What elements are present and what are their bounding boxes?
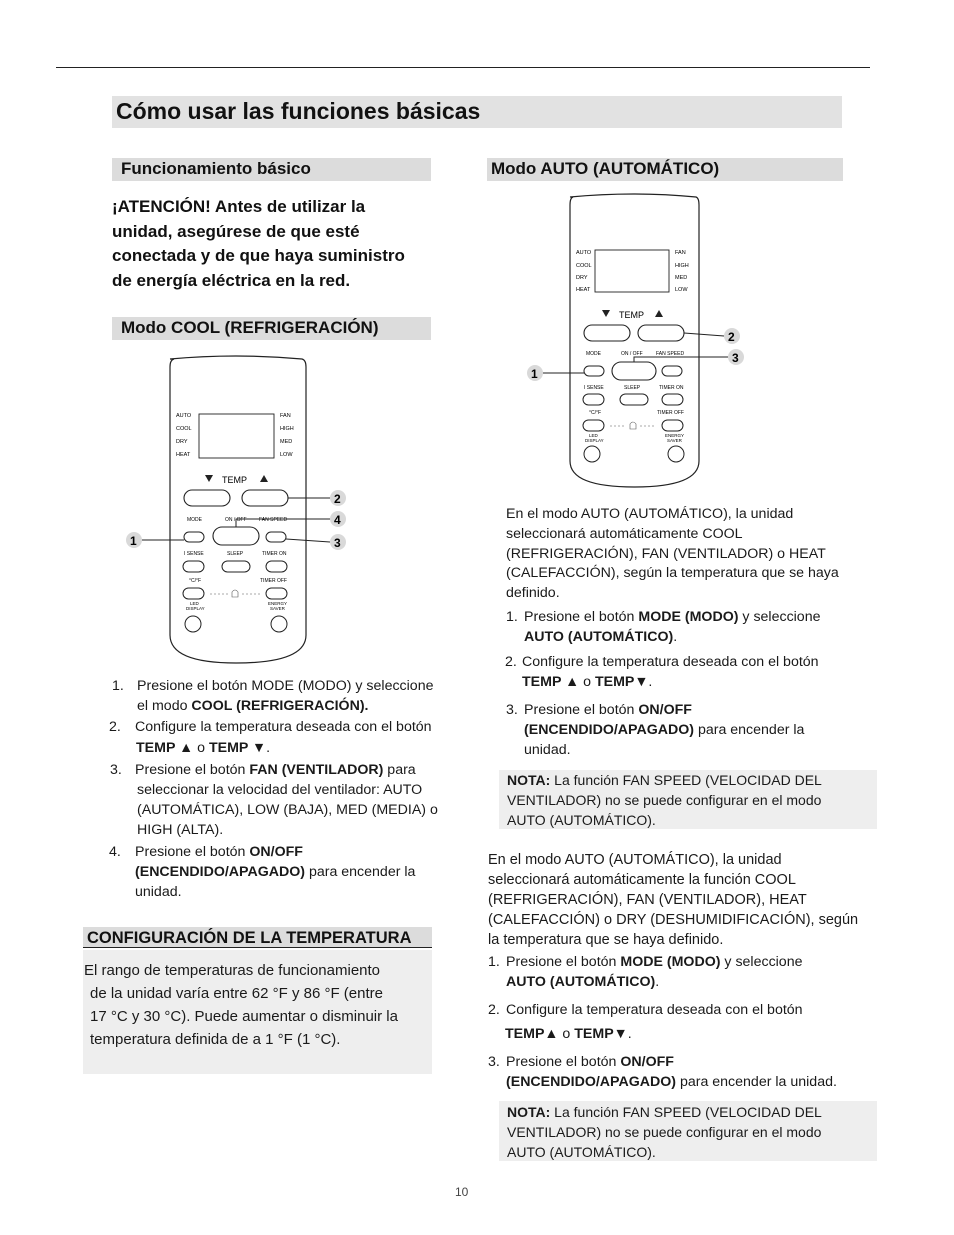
auto-heading: Modo AUTO (AUTOMÁTICO) [491,159,720,178]
led-display-button [185,616,201,632]
led-display-button [584,446,600,462]
sleep-button [620,394,648,405]
remote-mode-label: COOL [576,263,592,269]
timeron-button [266,561,287,572]
onoff-button [213,527,259,545]
remote-fanspeed-btn-label: FAN SPEED [656,351,685,357]
down-triangle-icon: ▼ [252,740,267,756]
note-line: AUTO (AUTOMÁTICO). [507,1144,656,1160]
auto-step-2: 2. Configure la temperatura deseada con el botón TEMP ▲ o TEMP▼. [505,654,819,690]
auto-step-4: 1. Presione el botón MODE (MODO) y seleccione AUTO (AUTOMÁTICO). [488,954,803,990]
temp-down-button [584,325,630,341]
auto-step-1: 1. Presione el botón MODE (MODO) y seleccione AUTO (AUTOMÁTICO). [506,609,821,645]
callout-label: 3 [334,536,341,550]
energy-saver-button [271,616,287,632]
remote-cf-label: °C/°F [589,410,602,416]
remote-speed-label: LOW [280,452,293,458]
para-line: definido. [506,585,560,602]
temp-up-button [638,325,684,341]
callout-label: 4 [334,513,341,527]
remote-speed-label: MED [280,439,293,445]
callout-label: 2 [334,492,341,506]
cf-button [583,420,604,431]
cool-heading: Modo COOL (REFRIGERACIÓN) [121,318,379,337]
remote-mode-btn-label: MODE [586,351,601,357]
remote-mode-label: DRY [176,439,188,445]
callout-label: 3 [732,351,739,365]
isense-button [183,561,204,572]
para-line: (CALEFACCIÓN), según la temperatura que se haya [506,565,839,582]
temp-info-line: El rango de temperaturas de funcionamiento [84,962,381,979]
para-line: (REFRIGERACIÓN), FAN (VENTILADOR) o HEAT [506,545,826,562]
remote-isense-label: I SENSE [584,385,604,391]
note-line: VENTILADOR) no se puede configurar en el modo [507,1124,822,1140]
temp-info-line: 17 °C y 30 °C). Puede aumentar o disminuir la [90,1008,398,1025]
onoff-button [612,362,656,380]
remote-speed-label: FAN [280,413,291,419]
remote-mode-label: HEAT [176,452,191,458]
attention-line: unidad, asegúrese de que esté [112,221,360,241]
remote-led-label: LED [589,433,598,438]
fanspeed-button [662,366,682,376]
para-line: seleccionará automáticamente COOL [506,525,743,542]
remote-mode-label: HEAT [576,287,591,293]
remote-mode-label: AUTO [176,413,192,419]
temp-heading: CONFIGURACIÓN DE LA TEMPERATURA [87,929,412,947]
isense-button [583,394,604,405]
remote-mode-btn-label: MODE [187,517,202,523]
auto-intro-1 [506,505,866,604]
temp-up-button [242,490,288,506]
cf-button [183,588,204,599]
auto-step-6: 3. Presione el botón ON/OFF (ENCENDIDO/APAGADO) para encender la unidad. [488,1054,837,1090]
timeron-button [662,394,683,405]
para-line: En el modo AUTO (AUTOMÁTICO), la unidad [506,506,794,522]
note-line: AUTO (AUTOMÁTICO). [507,812,656,828]
down-triangle-icon: ▼ [634,674,649,690]
remote-energy-label: ENERGY [268,601,288,606]
up-triangle-icon: ▲ [565,674,580,690]
cool-step-1: 1. Presione el botón MODE (MODO) y seleccione el modo COOL (REFRIGERACIÓN). [112,678,434,714]
temp-down-button [184,490,230,506]
para-line: (CALEFACCIÓN) o DRY (DESHUMIDIFICACIÓN), según [488,912,859,928]
remote-speed-label: HIGH [675,263,689,269]
remote-mode-label: DRY [576,275,588,281]
cool-step-3: 3. Presione el botón FAN (VENTILADOR) para seleccionar la velocidad del ventilador: AUTO (AUTOMÁTICA), LOW (BAJA), MED (MEDIA) o HIGH (ALTA). [110,762,438,838]
sleep-button [222,561,250,572]
remote-display-label: DISPLAY [186,606,205,611]
attention-line: de energía eléctrica en la red. [112,270,351,290]
para-line: seleccionará automáticamente la función COOL [488,872,796,888]
callout-label: 2 [728,330,735,344]
temp-info-line: temperatura definida de a 1 °F (1 °C). [90,1031,341,1048]
page-number: 10 [455,1185,469,1199]
remote-speed-label: MED [675,275,688,281]
remote-sleep-label: SLEEP [624,385,641,391]
remote-sleep-label: SLEEP [227,551,244,557]
note-line: VENTILADOR) no se puede configurar en el modo [507,792,822,808]
remote-control-diagram-cool [120,355,360,667]
remote-mode-label: AUTO [576,250,592,256]
remote-fanspeed-btn-label: FAN SPEED [259,517,288,523]
down-triangle-icon: ▼ [613,1026,628,1042]
temp-info-line: de la unidad varía entre 62 °F y 86 °F (entre [90,985,383,1002]
remote-timeroff-label: TIMER OFF [657,410,684,416]
auto-step-5: 2. Configure la temperatura deseada con el botón TEMP▲ o TEMP▼. [488,1002,803,1042]
mode-button [184,532,204,542]
remote-saver-label: SAVER [667,438,682,443]
auto-intro-2 [488,850,868,950]
note-2: NOTA: La función FAN SPEED (VELOCIDAD DEL VENTILADOR) no se puede configurar en el modo AUTO (AUTOMÁTICO). [507,1102,873,1162]
top-rule [56,67,870,68]
remote-temp-label: TEMP [222,475,248,485]
auto-step-3: 3. Presione el botón ON/OFF (ENCENDIDO/APAGADO) para encender la unidad. [506,702,805,758]
remote-timeron-label: TIMER ON [659,385,684,391]
para-line: (REFRIGERACIÓN), FAN (VENTILADOR), HEAT [488,892,807,908]
para-line: En el modo AUTO (AUTOMÁTICO), la unidad [488,852,782,868]
remote-cf-label: °C/°F [189,578,202,584]
timeroff-button [266,588,287,599]
note-1: NOTA: La función FAN SPEED (VELOCIDAD DEL VENTILADOR) no se puede configurar en el modo AUTO (AUTOMÁTICO). [507,770,873,830]
remote-saver-label: SAVER [270,606,285,611]
mode-button [584,366,604,376]
callout-label: 1 [130,534,137,548]
remote-speed-label: FAN [675,250,686,256]
remote-control-diagram-auto [520,193,760,491]
remote-speed-label: LOW [675,287,688,293]
para-line: la temperatura que se haya definido. [488,932,724,948]
remote-onoff-btn-label: ON / OFF [225,517,247,523]
attention-line: conectada y de que haya suministro [112,246,405,265]
remote-display-label: DISPLAY [585,438,604,443]
remote-speed-label: HIGH [280,426,294,432]
remote-led-label: LED [190,601,199,606]
up-triangle-icon: ▲ [544,1026,559,1042]
timeroff-button [662,420,683,431]
attention-line: ¡ATENCIÓN! Antes de utilizar la [112,197,366,216]
remote-timeroff-label: TIMER OFF [260,578,287,584]
callout-label: 1 [531,367,538,381]
up-triangle-icon: ▲ [179,740,194,756]
remote-temp-label: TEMP [619,310,645,320]
cool-step-2: 2. Configure la temperatura deseada con el botón TEMP ▲ o TEMP ▼. [109,719,432,756]
basic-heading: Funcionamiento básico [121,159,311,178]
remote-onoff-btn-label: ON / OFF [621,351,643,357]
energy-saver-button [668,446,684,462]
attention-notice [112,195,432,293]
remote-isense-label: I SENSE [184,551,204,557]
remote-energy-label: ENERGY [665,433,685,438]
remote-mode-label: COOL [176,426,192,432]
page-title: Cómo usar las funciones básicas [116,98,481,124]
fanspeed-button [266,532,286,542]
cool-step-4: 4. Presione el botón ON/OFF (ENCENDIDO/APAGADO) para encender la unidad. [109,844,416,900]
remote-timeron-label: TIMER ON [262,551,287,557]
